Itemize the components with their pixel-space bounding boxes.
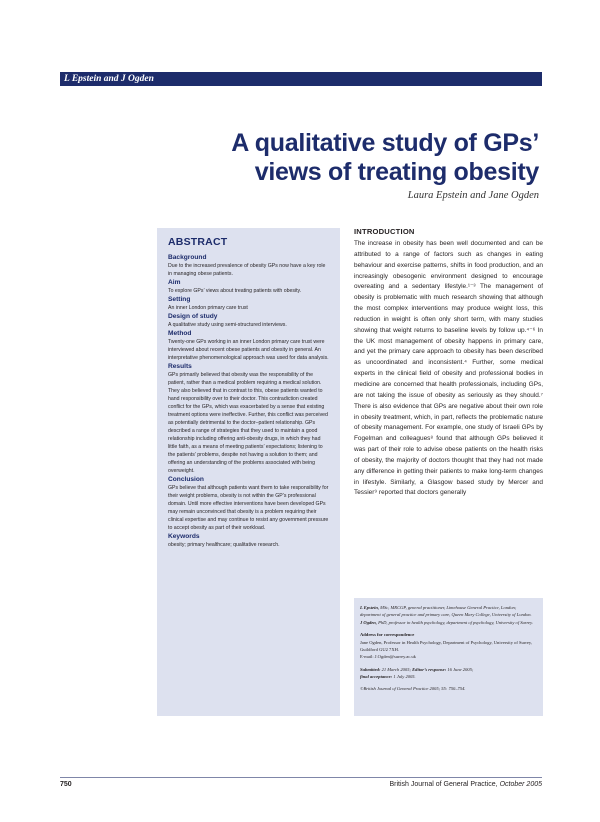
abstract-background-text: Due to the increased prevalence of obesity GPs now have a key role in managing obese patients. [168, 263, 326, 277]
final-acceptance-label: final acceptance: [360, 674, 393, 680]
journal-date: October 2005 [499, 781, 542, 788]
abstract-keywords-heading: Keywords [168, 533, 200, 540]
abstract-method-heading: Method [168, 330, 192, 337]
abstract-box [157, 228, 340, 716]
abstract-results-heading: Results [168, 363, 192, 370]
title-line-1: A qualitative study of GPs’ [231, 129, 539, 157]
running-head: L Epstein and J Ogden [60, 72, 542, 86]
abstract-aim-heading: Aim [168, 279, 181, 286]
introduction-heading: INTRODUCTION [354, 227, 415, 236]
correspondence-email: E-mail: J.Ogden@surrey.ac.uk [360, 654, 416, 660]
abstract-setting-text: An inner London primary care trust [168, 305, 248, 311]
correspondence-text: Jane Ogden, Professor in Health Psychology, Department of Psychology, University of Surrey, Guildford GU2 7XH. [360, 639, 532, 653]
correspondence-heading: Address for correspondence [360, 632, 415, 638]
abstract-design-text: A qualitative study using semi-structured interviews. [168, 322, 287, 328]
affiliation-epstein [360, 604, 537, 626]
submitted-text: 21 March 2005; [381, 666, 411, 672]
affiliations-box [354, 598, 543, 716]
submitted-label: Submitted: [360, 666, 381, 672]
abstract-design-heading: Design of study [168, 313, 218, 320]
title-line-2: views of treating obesity [254, 158, 539, 186]
affiliation-ogden-desc: PhD, professor in health psychology, department of psychology, University of Surrey. [378, 619, 534, 625]
abstract-conclusion-text: GPs believe that although patients want them to take responsibility for their weight problems, obesity is not within the GP’s professional domain. Until more effective interventions have been developed GPs may remain unconvinced that obesity is a problem requiring their clinical expertise and may continue to resist any government pressure to accept obesity as part of their workload. [168, 485, 329, 531]
final-acceptance-text: 1 July 2005. [393, 674, 416, 680]
footer-divider [60, 777, 542, 778]
affiliation-epstein-name: L Epstein, [360, 605, 380, 610]
abstract-keywords-text: obesity; primary healthcare; qualitative research. [168, 542, 280, 548]
abstract-heading: ABSTRACT [168, 236, 228, 248]
abstract-background-heading: Background [168, 254, 207, 261]
abstract-setting-heading: Setting [168, 296, 191, 303]
submission-dates [360, 666, 537, 681]
journal-name: British Journal of General Practice, [389, 781, 498, 788]
affiliation-ogden-name: J Ogden, [360, 619, 377, 625]
abstract-aim-text: To explore GPs’ views about treating patients with obesity. [168, 288, 302, 294]
page-number: 750 [60, 781, 72, 788]
editor-response-label: Editor’s response: [412, 666, 447, 672]
correspondence [360, 631, 537, 661]
article-title [119, 129, 539, 187]
editor-response-text: 16 June 2005; [447, 666, 474, 672]
affiliation-epstein-desc: MSc, MRCGP, general practitioner, Limehouse General Practice, London; department of general practice and primary care, Queen Mary College, University of London. [360, 605, 532, 618]
abstract-results-text: GPs primarily believed that obesity was the responsibility of the patient, rather than a medical problem requiring a medical solution. They also believed that in contrast to this, obese patients wanted to hand responsibility over to their doctor. This contradiction created conflict for the GPs, which was exacerbated by a sense that existing treatment options were ineffective. Further, this conflict was perceived as potentially detrimental to the doctor–patient relationship. GPs described a range of strategies that they used to maintain a good relationship including offering anti-obesity drugs, in which they had little faith, as a means of meeting patients’ expectations; listening to the patients’ problems, despite not having a solution to them; and offering an understanding of the problems associated with being overweight. [168, 372, 328, 474]
copyright: ©British Journal of General Practice 2005; 55: 750–754. [360, 685, 466, 691]
journal-footer [389, 781, 542, 788]
abstract-conclusion-heading: Conclusion [168, 476, 204, 483]
abstract-method-text: Twenty-one GPs working in an inner London primary care trust were interviewed about recent obese patients and obesity in general. An interpretative phenomenological approach was used for data analysis. [168, 339, 329, 361]
article-authors: Laura Epstein and Jane Ogden [407, 190, 539, 201]
introduction-text: The increase in obesity has been well documented and can be attributed to a range of factors such as changes in eating behaviour and exercise patterns, shifts in food production, and an increasingly obesogenic environment designed to encourage overeating and a sedentary lifestyle.¹⁻³ The management of obesity is problematic with much research showing that although the most complex interventions may produce weight loss, this reduction in weight is often only short term, with many studies showing that weight returns to baseline levels by follow up.⁴⁻⁶ In the UK most management of obesity happens in primary care, and yet the primary care approach to obesity has been described as uncoordinated and inconsistent.⁴ Further, some medical experts in the clinical field of obesity and professional bodies in medicine are concerned that health professionals, including GPs, are not taking the issue of obesity as seriously as they should.⁷ There is also evidence that GPs are negative about their own role in obesity treatment, which, in part, reflects the problematic nature of obesity management. For example, one study of Israeli GPs by Fogelman and colleagues⁸ found that although GPs believed it was part of their role to advise obese patients on the health risks of obesity, the majority of doctors thought that they had not made any difference in getting their patients to make long-term changes in lifestyle. Similarly, a Glasgow based study by Mercer and Tessier⁹ reported that doctors generally [354, 240, 543, 497]
